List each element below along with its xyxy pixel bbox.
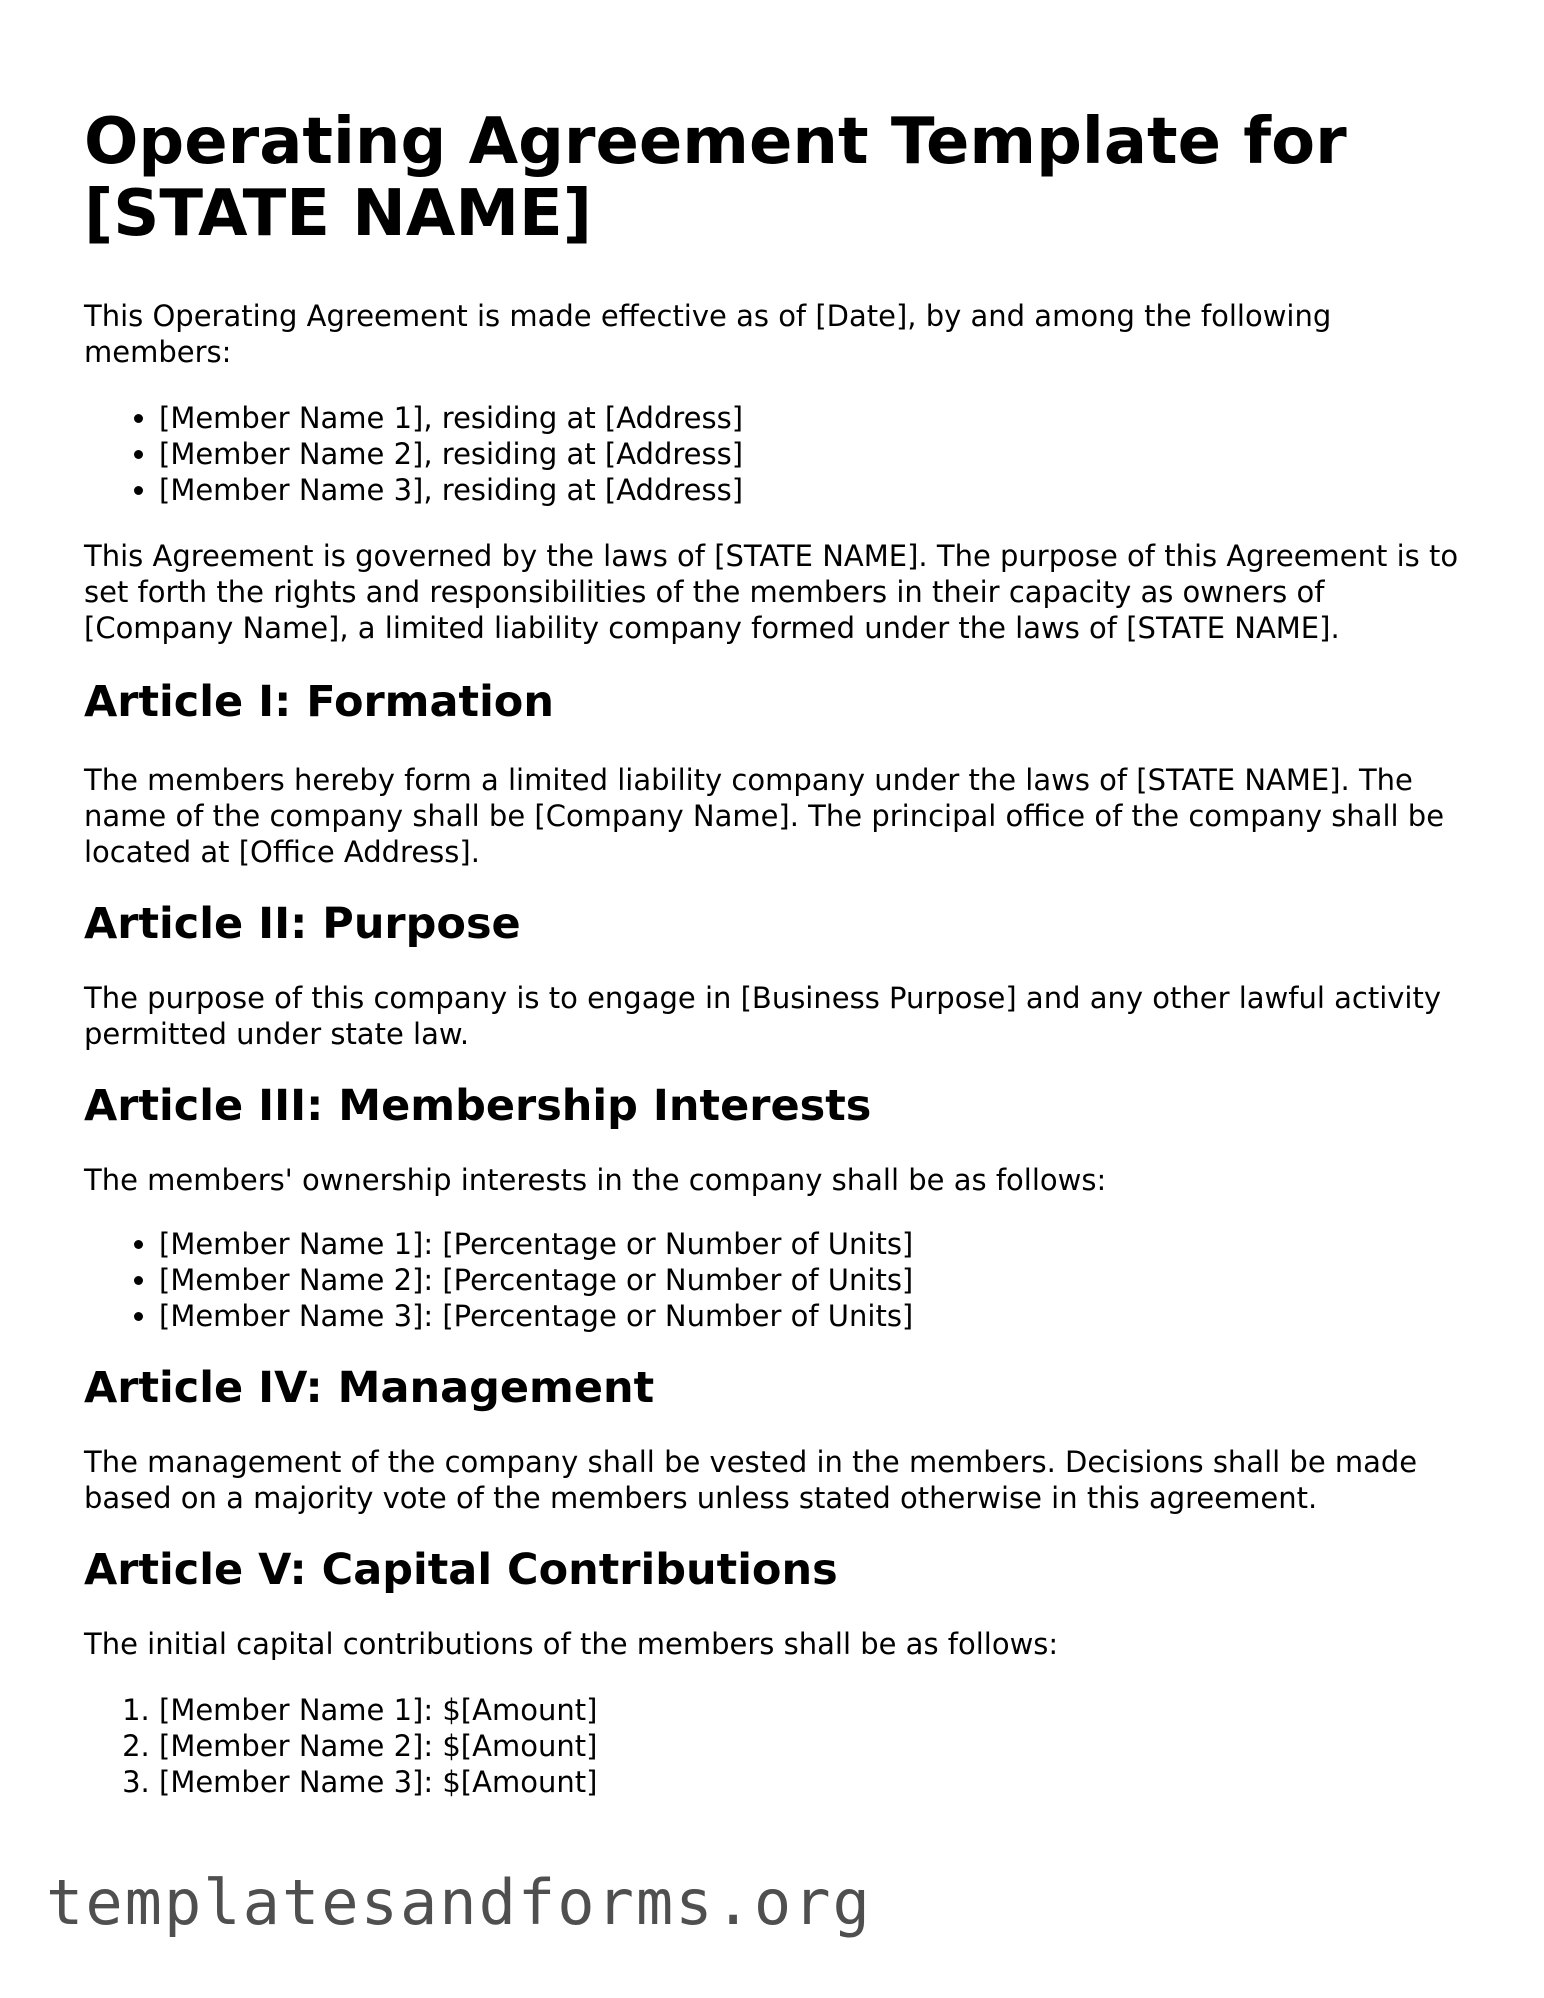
article-body-capital-contributions: The initial capital contributions of the members shall be as follows:: [84, 1627, 1059, 1661]
list-item: • [Member Name 3], residing at [Address]: [159, 472, 1464, 508]
ownership-list: [84, 1226, 1464, 1334]
article-body-management: The management of the company shall be vested in the members. Decisions shall be made based on a majority vote of the members unless stated otherwise in this agreement.: [84, 1445, 1418, 1515]
article-heading-capital-contributions: Article V: Capital Contributions: [84, 1545, 838, 1595]
governing-paragraph: This Agreement is governed by the laws of [STATE NAME]. The purpose of this Agreement is to set forth the rights and responsibilities of the members in their capacity as owners of [Company Name], a limited liability company formed under the laws of [STATE NAME].: [84, 539, 1459, 645]
contributions-list: [84, 1692, 1464, 1800]
article-heading-membership-interests: Article III: Membership Interests: [84, 1081, 872, 1131]
document-page: [84, 0, 1464, 1800]
list-item: 2. [Member Name 2]: $[Amount]: [159, 1728, 1464, 1764]
article-body-purpose: The purpose of this company is to engage in [Business Purpose] and any other lawful activity permitted under state law.: [84, 981, 1442, 1051]
article-heading-management: Article IV: Management: [84, 1363, 655, 1413]
list-item: • [Member Name 2]: [Percentage or Number of Units]: [159, 1262, 1464, 1298]
list-item: 1. [Member Name 1]: $[Amount]: [159, 1692, 1464, 1728]
list-item: • [Member Name 1], residing at [Address]: [159, 400, 1464, 436]
intro-paragraph: This Operating Agreement is made effective as of [Date], by and among the following members:: [84, 299, 1332, 369]
article-body-formation: The members hereby form a limited liability company under the laws of [STATE NAME]. The name of the company shall be [Company Name]. The principal office of the company shall be located at [Office Address].: [84, 763, 1445, 869]
article-heading-purpose: Article II: Purpose: [84, 899, 521, 949]
list-item: • [Member Name 1]: [Percentage or Number of Units]: [159, 1226, 1464, 1262]
members-list: [84, 400, 1464, 508]
watermark: templatesandforms.org: [46, 1866, 872, 1939]
list-item: • [Member Name 2], residing at [Address]: [159, 436, 1464, 472]
list-item: 3. [Member Name 3]: $[Amount]: [159, 1764, 1464, 1800]
list-item: • [Member Name 3]: [Percentage or Number of Units]: [159, 1298, 1464, 1334]
document-title: Operating Agreement Template for [STATE NAME]: [84, 105, 1347, 251]
article-body-membership-interests: The members' ownership interests in the company shall be as follows:: [84, 1163, 1107, 1197]
article-heading-formation: Article I: Formation: [84, 677, 554, 727]
